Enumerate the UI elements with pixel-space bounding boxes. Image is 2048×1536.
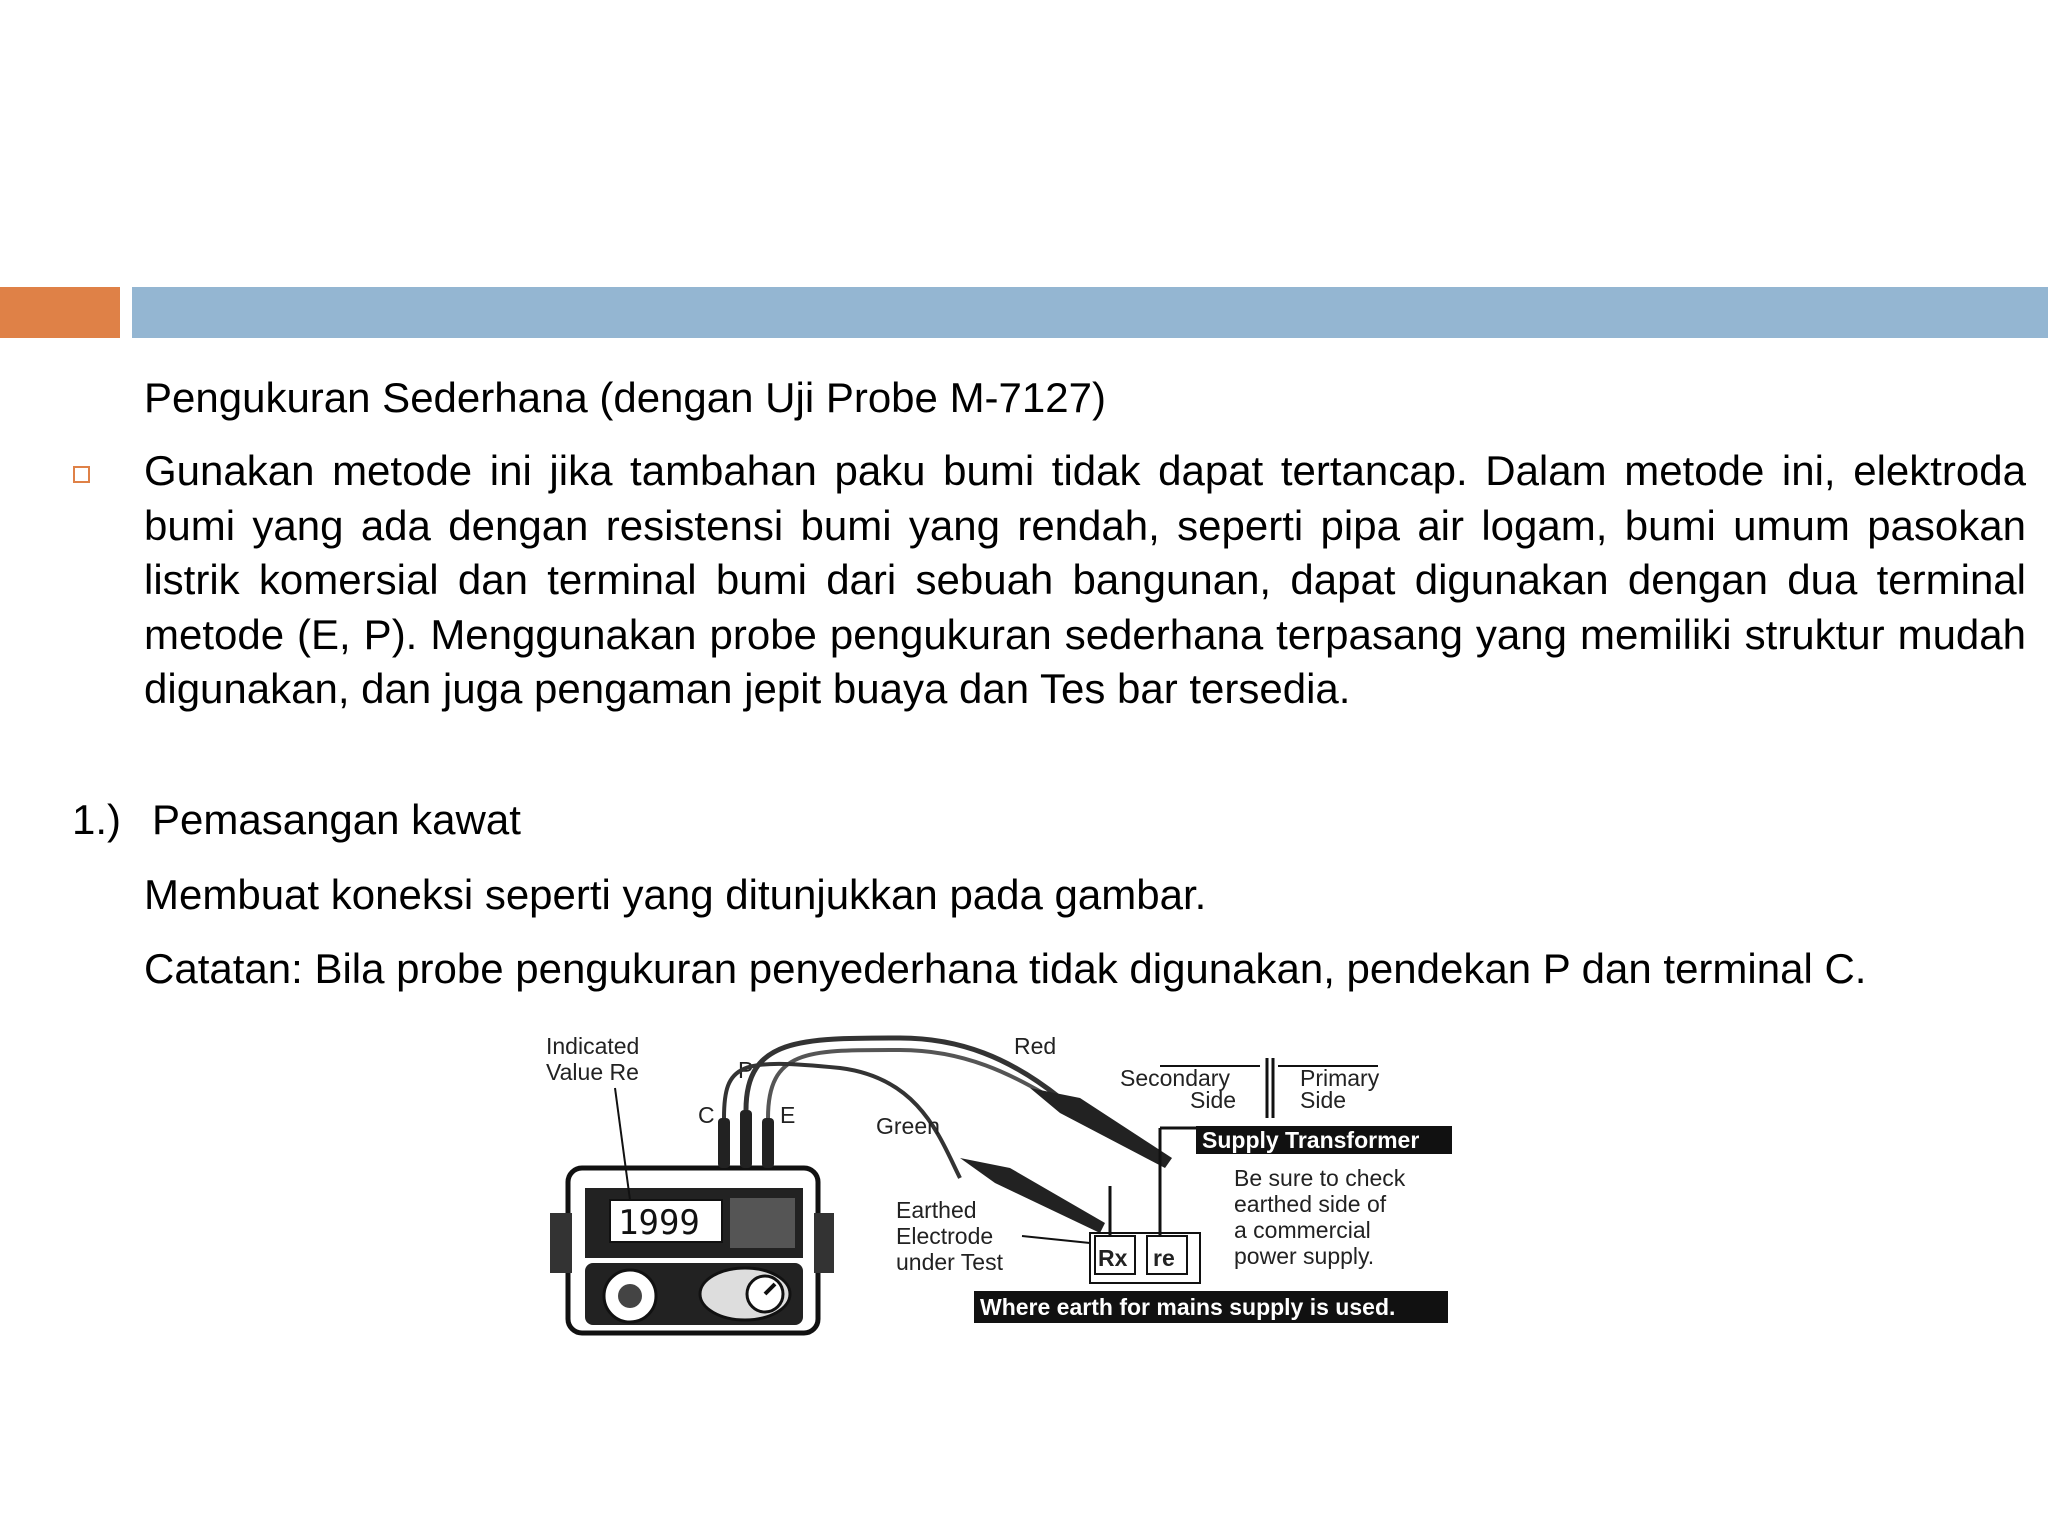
label-under-test: under Test [896, 1249, 1003, 1275]
clip-green [960, 1158, 1105, 1233]
label-check-2: earthed side of [1234, 1191, 1387, 1217]
header-bar [132, 287, 2048, 338]
label-check-4: power supply. [1234, 1243, 1375, 1269]
bullet-square-icon [73, 466, 90, 483]
step-heading [72, 794, 521, 846]
label-electrode: Electrode [896, 1223, 994, 1249]
header-accent-bar [0, 287, 120, 338]
note-text: Catatan: Bila probe pengukuran penyederhana tidak digunakan, pendekan P dan terminal C. [144, 945, 1867, 992]
label-green: Green [876, 1113, 940, 1139]
instruction-text: Membuat koneksi seperti yang ditunjukkan pada gambar. [144, 871, 1207, 918]
body-paragraph: Gunakan metode ini jika tambahan paku bumi tidak dapat tertancap. Dalam metode ini, elektroda bumi yang ada dengan resistensi bumi yang rendah, seperti pipa air logam, bumi umum pasokan listrik komersial dan terminal bumi dari sebuah bangunan, dapat digunakan dengan dua terminal metode (E, P). Menggunakan probe pengukuran sederhana terpasang yang memiliki struktur mudah digunakan, dan juga pengaman jepit buaya dan Tes bar tersedia. [144, 447, 2026, 712]
plug-p [740, 1110, 752, 1168]
label-primary: Primary [1300, 1065, 1380, 1091]
label-re: re [1153, 1245, 1175, 1271]
step-title: Pemasangan kawat [152, 796, 521, 843]
label-earthed: Earthed [896, 1197, 977, 1223]
slide-subtitle: Pengukuran Sederhana (dengan Uji Probe M-7127) [144, 374, 1106, 421]
label-rx: Rx [1098, 1245, 1128, 1271]
tester-side-grip-right [814, 1213, 834, 1273]
wiring-diagram [540, 1018, 1460, 1343]
clip-red [1030, 1088, 1172, 1168]
label-secondary: Secondary [1120, 1065, 1230, 1091]
label-primary-side: Side [1300, 1087, 1347, 1113]
tester-button-center [618, 1284, 642, 1308]
electrode-leader [1022, 1236, 1090, 1243]
label-check-3: a commercial [1234, 1217, 1371, 1243]
label-p: P [738, 1057, 754, 1083]
label-c: C [698, 1102, 715, 1128]
tester-side-grip [550, 1213, 572, 1273]
label-value-re: Value Re [546, 1059, 639, 1085]
label-e: E [780, 1102, 796, 1128]
tester-lcd-value: 1999 [618, 1203, 700, 1243]
plug-e [762, 1118, 774, 1168]
label-secondary-side: Side [1190, 1087, 1237, 1113]
label-supply-transformer: Supply Transformer [1202, 1127, 1420, 1153]
step-number: 1.) [72, 796, 122, 843]
label-red: Red [1014, 1033, 1057, 1059]
label-indicated: Indicated [546, 1033, 640, 1059]
label-where-earth: Where earth for mains supply is used. [980, 1294, 1396, 1320]
label-check-1: Be sure to check [1234, 1165, 1406, 1191]
tester-logo-plate [730, 1198, 795, 1248]
plug-c [718, 1118, 730, 1168]
wiring-diagram-svg [540, 1018, 1460, 1343]
